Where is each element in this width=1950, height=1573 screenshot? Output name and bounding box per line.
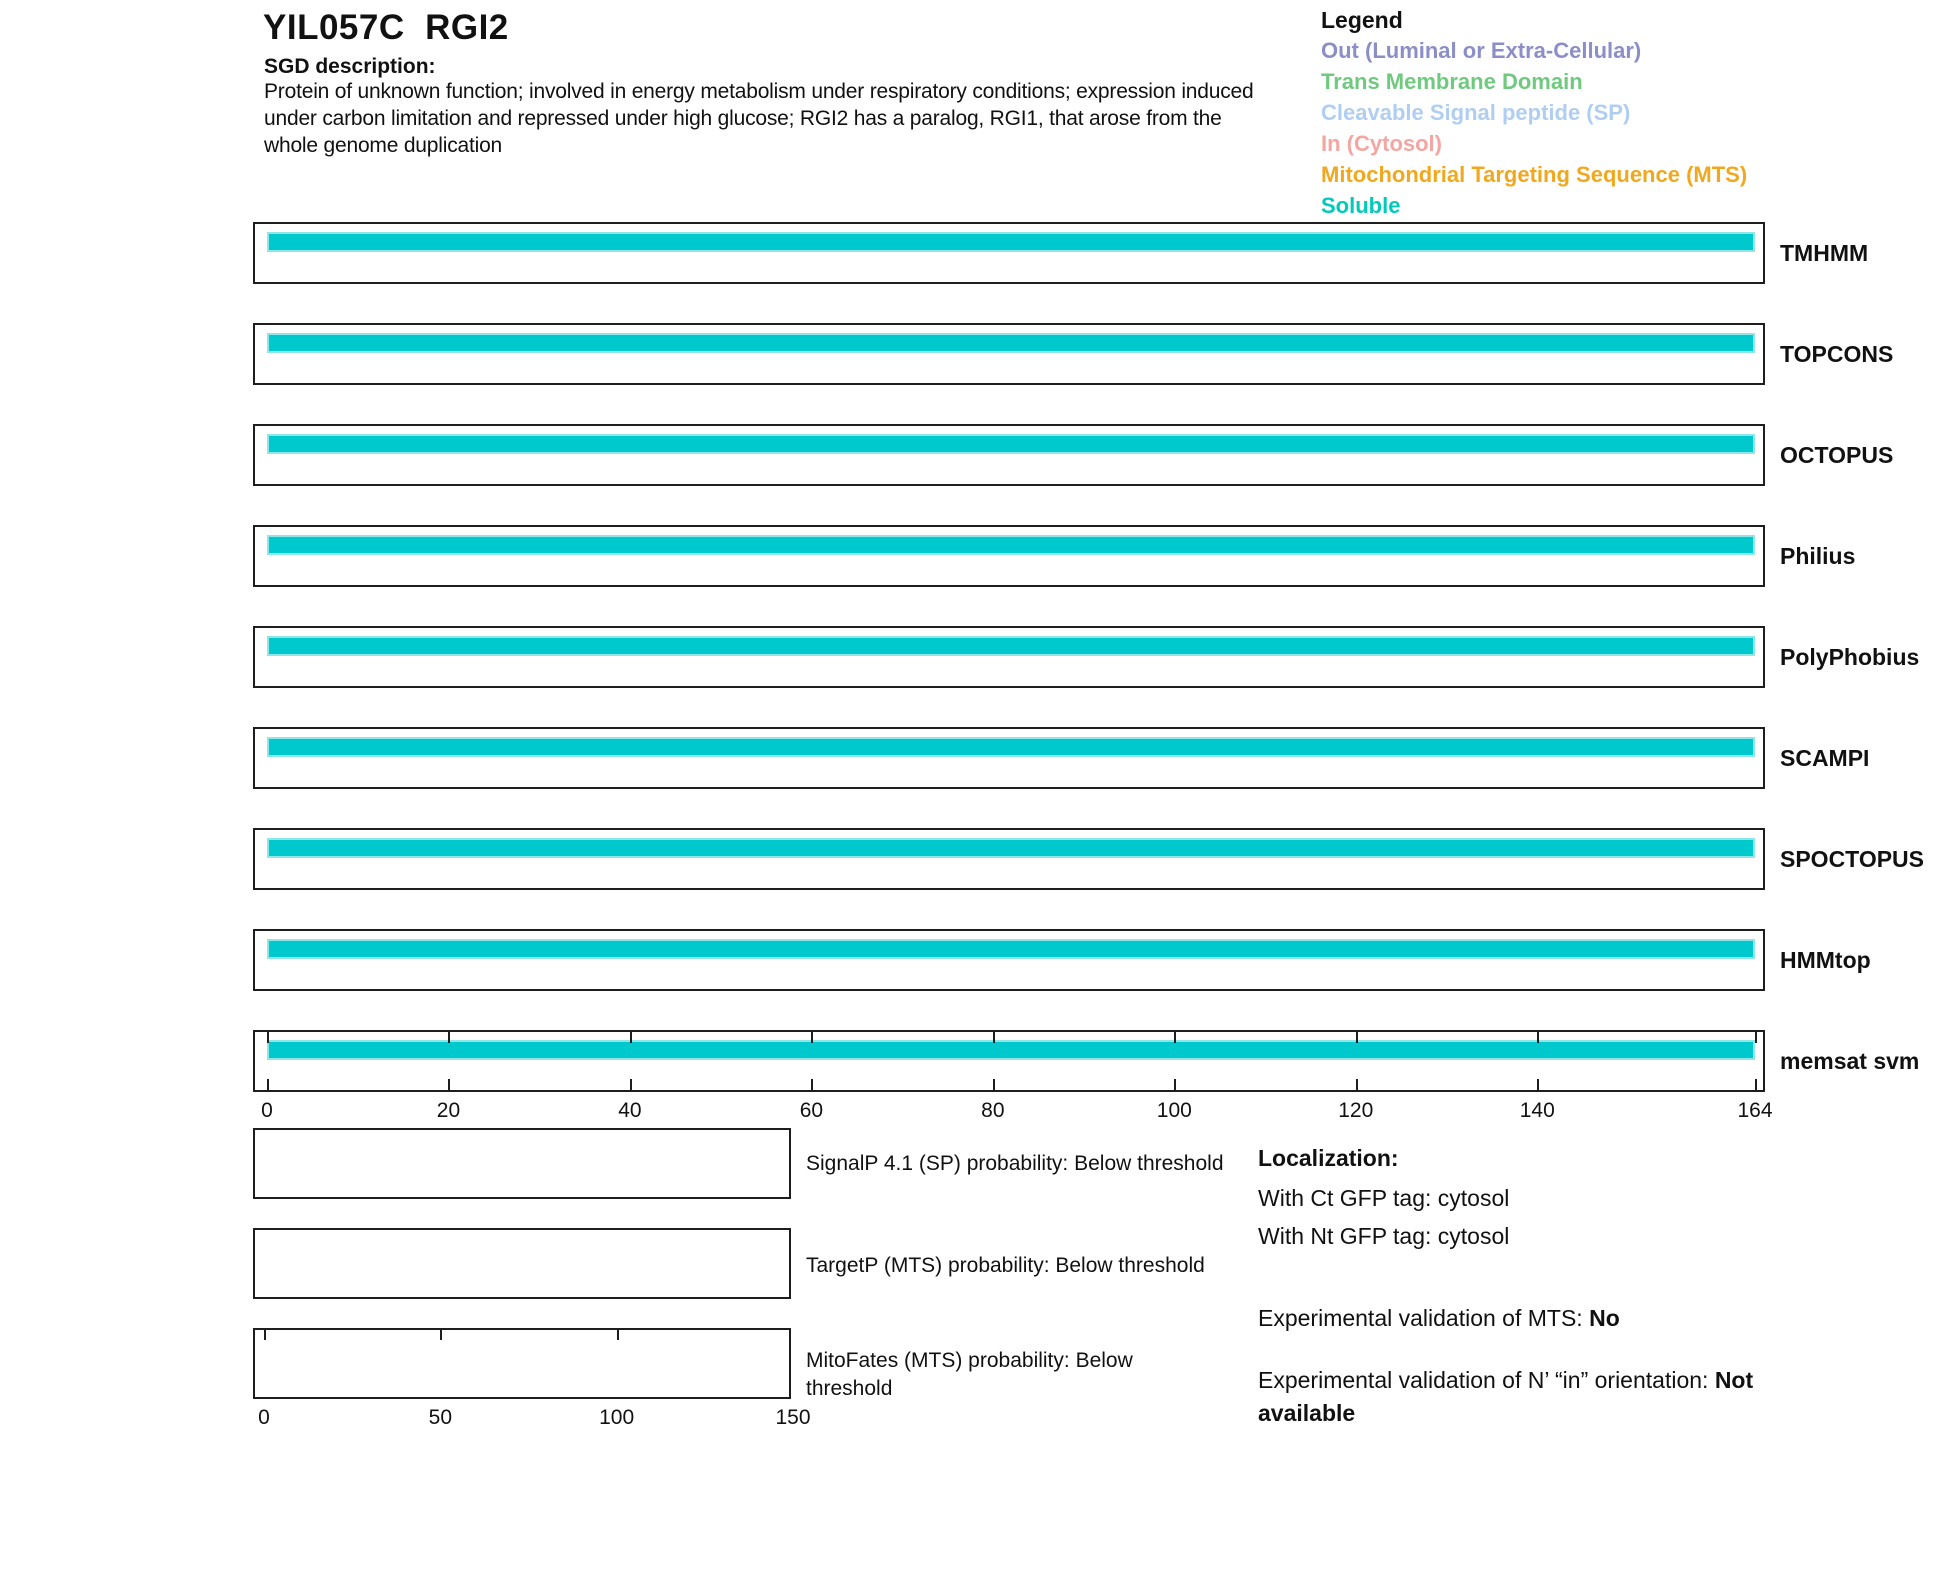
track-label: TOPCONS	[1780, 341, 1894, 367]
legend-item-soluble: Soluble	[1321, 193, 1401, 218]
soluble-segment	[267, 333, 1755, 353]
targetp-probability-label: TargetP (MTS) probability: Below threshold	[806, 1254, 1205, 1277]
track-label: PolyPhobius	[1780, 644, 1920, 670]
residue-axis-tick-label: 0	[261, 1099, 273, 1122]
mitofates-probability-label: MitoFates (MTS) probability: Below threshold	[806, 1349, 1133, 1400]
sgd-description-text	[264, 78, 1254, 159]
residue-axis-tick-label: 80	[981, 1099, 1005, 1122]
track-label: Philius	[1780, 543, 1856, 569]
axis-tick-mark	[1356, 1032, 1358, 1043]
description-line: under carbon limitation and repressed under high glucose; RGI2 has a paralog, RGI1, that arose from the	[264, 107, 1222, 130]
soluble-segment	[267, 232, 1755, 252]
axis-tick-mark	[811, 1079, 813, 1090]
soluble-segment	[267, 939, 1755, 959]
soluble-segment	[267, 737, 1755, 757]
residue-axis-tick-label: 120	[1338, 1099, 1374, 1122]
mts-validation	[1258, 1305, 1620, 1332]
targetp-plot-box	[253, 1228, 791, 1299]
axis-tick-mark	[448, 1032, 450, 1043]
prob-axis-tick-mark	[264, 1330, 266, 1340]
signalp-probability-label: SignalP 4.1 (SP) probability: Below threshold	[806, 1152, 1224, 1175]
soluble-segment	[267, 838, 1755, 858]
axis-tick-mark	[1174, 1079, 1176, 1090]
description-line: Protein of unknown function; involved in energy metabolism under respiratory conditions; expression induced	[264, 80, 1254, 103]
mitofates-plot-box	[253, 1328, 791, 1399]
prob-axis-tick-label: 100	[599, 1406, 635, 1429]
sgd-description-label: SGD description:	[264, 55, 436, 78]
axis-tick-mark	[1356, 1079, 1358, 1090]
soluble-segment	[267, 636, 1755, 656]
legend-item-in-cytosol: In (Cytosol)	[1321, 131, 1442, 156]
axis-tick-mark	[630, 1032, 632, 1043]
track-label: SPOCTOPUS	[1780, 846, 1924, 872]
residue-axis-tick-label: 60	[799, 1099, 824, 1122]
orientation-validation-label: Experimental validation of N’ “in” orientation:	[1258, 1367, 1715, 1393]
track-label: SCAMPI	[1780, 745, 1870, 771]
legend-item-mts: Mitochondrial Targeting Sequence (MTS)	[1321, 162, 1748, 187]
axis-tick-mark	[993, 1079, 995, 1090]
description-line: whole genome duplication	[264, 134, 503, 157]
axis-tick-mark	[267, 1079, 269, 1090]
axis-tick-mark	[1755, 1032, 1757, 1043]
orientation-validation	[1258, 1364, 1818, 1430]
localization-heading: Localization:	[1258, 1145, 1399, 1171]
prob-axis-tick-mark	[617, 1330, 619, 1340]
track-label: OCTOPUS	[1780, 442, 1894, 468]
prob-axis-tick-label: 150	[775, 1406, 811, 1429]
residue-axis-tick-label: 100	[1156, 1099, 1192, 1122]
residue-axis-tick-label: 20	[436, 1099, 461, 1122]
axis-tick-mark	[1755, 1079, 1757, 1090]
soluble-segment	[267, 434, 1755, 454]
track-label: memsat svm	[1780, 1048, 1920, 1074]
orientation-validation-value: Not available	[1258, 1367, 1754, 1426]
localization-nt-gfp: With Nt GFP tag: cytosol	[1258, 1223, 1510, 1249]
soluble-segment	[267, 1040, 1755, 1060]
mts-validation-label: Experimental validation of MTS:	[1258, 1305, 1590, 1331]
soluble-segment	[267, 535, 1755, 555]
localization-ct-gfp: With Ct GFP tag: cytosol	[1258, 1185, 1510, 1211]
residue-axis-tick-label: 164	[1737, 1099, 1773, 1122]
axis-tick-mark	[811, 1032, 813, 1043]
axis-tick-mark	[1174, 1032, 1176, 1043]
track-label: TMHMM	[1780, 240, 1869, 266]
mts-validation-value: No	[1589, 1305, 1620, 1331]
page-title: YIL057C RGI2	[263, 8, 509, 47]
residue-axis-tick-label: 140	[1519, 1099, 1555, 1122]
axis-tick-mark	[267, 1032, 269, 1043]
prob-axis-tick-label: 50	[428, 1406, 453, 1429]
prob-axis-tick-label: 0	[258, 1406, 270, 1429]
signalp-plot-box	[253, 1128, 791, 1199]
axis-tick-mark	[993, 1032, 995, 1043]
legend-item-signal-peptide: Cleavable Signal peptide (SP)	[1321, 100, 1631, 125]
legend-item-out: Out (Luminal or Extra-Cellular)	[1321, 38, 1642, 63]
axis-tick-mark	[630, 1079, 632, 1090]
axis-tick-mark	[448, 1079, 450, 1090]
axis-tick-mark	[1537, 1032, 1539, 1043]
residue-axis-tick-label: 40	[618, 1099, 642, 1122]
legend-title: Legend	[1321, 7, 1403, 33]
legend-item-transmembrane: Trans Membrane Domain	[1321, 69, 1583, 94]
axis-tick-mark	[1537, 1079, 1539, 1090]
prob-axis-tick-mark	[440, 1330, 442, 1340]
track-label: HMMtop	[1780, 947, 1871, 973]
